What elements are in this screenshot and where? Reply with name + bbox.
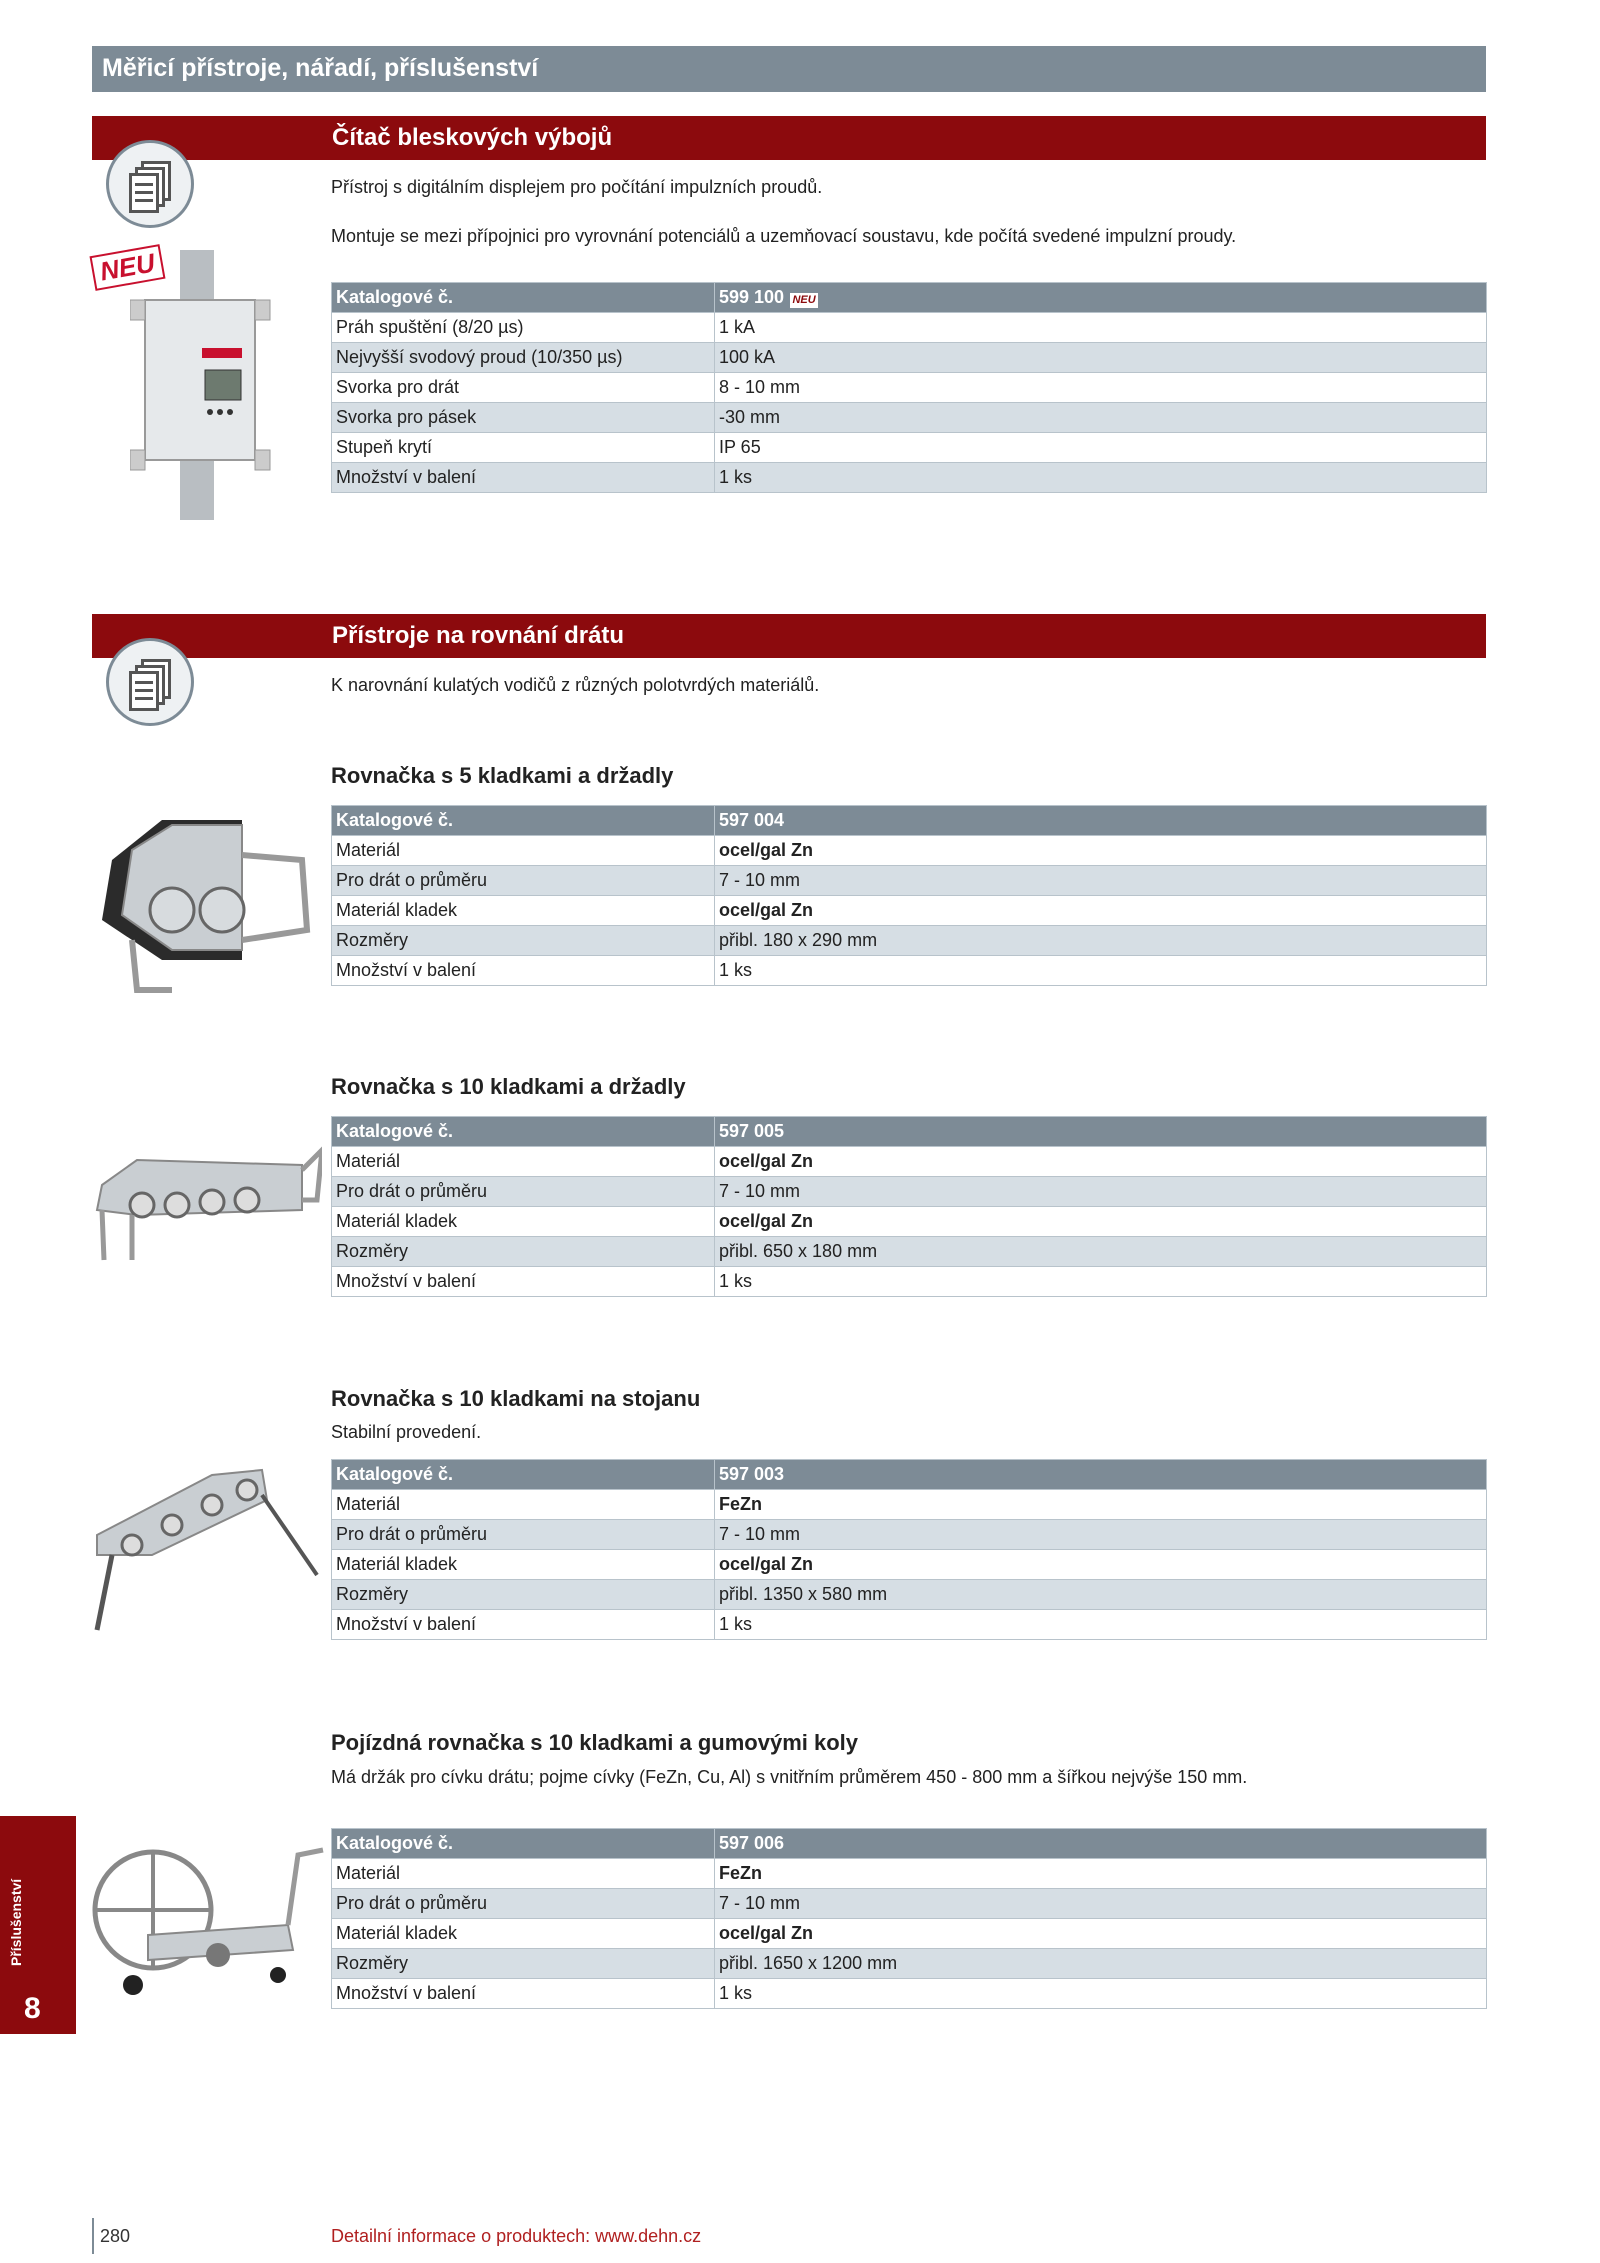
counter-section-bar [92,116,1486,160]
table-cell: ocel/gal Zn [715,836,1487,866]
table-cell: Materiál kladek [332,1919,715,1949]
chapter-label: Příslušenství [8,1878,24,1966]
footer-link[interactable]: Detailní informace o produktech: www.dehn.cz [331,2226,702,2246]
table-cell: Katalogové č. [332,1460,715,1490]
table-cell: Katalogové č. [332,806,715,836]
table-cell: Množství v balení [332,1979,715,2009]
table-cell: přibl. 650 x 180 mm [715,1237,1487,1267]
table-row [332,926,1487,956]
p2-spec-table [331,1116,1487,1297]
straighteners-title: Přístroje na rovnání drátu [332,622,625,649]
table-cell: Pro drát o průměru [332,1889,715,1919]
table-row [332,1460,1487,1490]
product-desc: Má držák pro cívku drátu; pojme cívky (FeZn, Cu, Al) s vnitřním průměrem 450 - 800 mm a šířkou nejvýše 150 mm. [331,1767,1248,1787]
p1-spec-table [331,805,1487,986]
table-cell: ocel/gal Zn [715,1919,1487,1949]
table-cell: Materiál [332,1147,715,1177]
table-cell: 1 kA [715,313,1487,343]
table-row [332,1237,1487,1267]
table-cell: 597 003 [715,1460,1487,1490]
table-cell: Rozměry [332,1949,715,1979]
straightener-10-rollers-image [92,1140,322,1270]
table-row [332,1889,1487,1919]
table-row [332,896,1487,926]
table-cell: Pro drát o průměru [332,1177,715,1207]
table-cell: -30 mm [715,403,1487,433]
table-cell: 7 - 10 mm [715,1177,1487,1207]
table-row [332,283,1487,313]
counter-spec-table [331,282,1487,493]
table-cell: Množství v balení [332,463,715,493]
section-header-bar [92,46,1486,92]
straightener-stand-image [92,1455,332,1635]
table-cell: Materiál [332,836,715,866]
table-cell: Množství v balení [332,1610,715,1640]
table-cell: Svorka pro drát [332,373,715,403]
table-cell: ocel/gal Zn [715,896,1487,926]
table-cell: Rozměry [332,1580,715,1610]
table-cell: 597 005 [715,1117,1487,1147]
table-row [332,1610,1487,1640]
table-row [332,343,1487,373]
table-row [332,1117,1487,1147]
page-number: 280 [100,2226,131,2246]
product-desc: Stabilní provedení. [331,1422,482,1442]
table-cell: Množství v balení [332,956,715,986]
straighteners-desc: K narovnání kulatých vodičů z různých polotvrdých materiálů. [331,675,820,695]
section-title: Měřicí přístroje, nářadí, příslušenství [102,54,539,82]
straightener-5-rollers-image [92,800,322,1000]
table-cell: FeZn [715,1859,1487,1889]
counter-desc-2: Montuje se mezi přípojnici pro vyrovnání potenciálů a uzemňovací soustavu, kde počítá svedené impulzní proudy. [331,226,1237,246]
table-cell: přibl. 180 x 290 mm [715,926,1487,956]
table-cell: 1 ks [715,1610,1487,1640]
neu-badge: NEU [89,244,165,291]
table-cell: 100 kA [715,343,1487,373]
table-cell: 597 004 [715,806,1487,836]
table-row [332,1267,1487,1297]
counter-desc-1: Přístroj s digitálním displejem pro počítání impulzních proudů. [331,177,823,197]
document-icon[interactable] [106,140,194,228]
table-row [332,806,1487,836]
table-cell: 8 - 10 mm [715,373,1487,403]
table-cell: Materiál kladek [332,896,715,926]
table-cell: Pro drát o průměru [332,866,715,896]
table-row [332,433,1487,463]
table-cell: 1 ks [715,463,1487,493]
table-row [332,403,1487,433]
table-cell: Materiál kladek [332,1207,715,1237]
table-cell: Rozměry [332,926,715,956]
table-cell: 1 ks [715,1267,1487,1297]
table-row [332,1490,1487,1520]
table-cell: 597 006 [715,1829,1487,1859]
table-row [332,463,1487,493]
order-number: 599 100 [719,287,785,307]
table-cell: Katalogové č. [332,283,715,313]
table-row [332,1919,1487,1949]
table-cell: 1 ks [715,956,1487,986]
table-row [332,1207,1487,1237]
table-cell: Rozměry [332,1237,715,1267]
table-cell: Katalogové č. [332,1117,715,1147]
table-row [332,373,1487,403]
table-cell [715,283,1487,313]
table-cell: Nejvyšší svodový proud (10/350 µs) [332,343,715,373]
table-cell: Materiál [332,1859,715,1889]
table-cell: přibl. 1350 x 580 mm [715,1580,1487,1610]
table-cell: Pro drát o průměru [332,1520,715,1550]
p3-spec-table [331,1459,1487,1640]
product-title: Rovnačka s 10 kladkami a držadly [331,1074,686,1099]
table-cell: 7 - 10 mm [715,1889,1487,1919]
table-cell: Práh spuštění (8/20 µs) [332,313,715,343]
table-row [332,1147,1487,1177]
document-icon[interactable] [106,638,194,726]
neu-small-icon: NEU [790,293,818,308]
counter-device-image [130,250,280,520]
table-cell: přibl. 1650 x 1200 mm [715,1949,1487,1979]
table-row [332,1520,1487,1550]
table-cell: ocel/gal Zn [715,1207,1487,1237]
table-cell: 7 - 10 mm [715,1520,1487,1550]
counter-title: Čítač bleskových výbojů [332,124,613,151]
table-cell: Materiál kladek [332,1550,715,1580]
table-cell: ocel/gal Zn [715,1550,1487,1580]
product-title: Pojízdná rovnačka s 10 kladkami a gumovými koly [331,1730,859,1755]
table-cell: Katalogové č. [332,1829,715,1859]
table-cell: FeZn [715,1490,1487,1520]
table-cell: Materiál [332,1490,715,1520]
chapter-side-tab[interactable] [0,1816,76,2034]
table-row [332,1550,1487,1580]
chapter-number: 8 [24,1992,41,2025]
table-row [332,1979,1487,2009]
product-title: Rovnačka s 10 kladkami na stojanu [331,1386,701,1411]
table-cell: 1 ks [715,1979,1487,2009]
table-row [332,313,1487,343]
table-cell: IP 65 [715,433,1487,463]
table-row [332,836,1487,866]
table-row [332,956,1487,986]
table-cell: 7 - 10 mm [715,866,1487,896]
p4-spec-table [331,1828,1487,2009]
table-row [332,1580,1487,1610]
table-cell: Stupeň krytí [332,433,715,463]
mobile-straightener-image [88,1835,328,2005]
product-title: Rovnačka s 5 kladkami a držadly [331,763,674,788]
table-row [332,866,1487,896]
table-row [332,1177,1487,1207]
table-cell: ocel/gal Zn [715,1147,1487,1177]
table-cell: Množství v balení [332,1267,715,1297]
footer-divider [92,2218,94,2254]
table-cell: Svorka pro pásek [332,403,715,433]
table-row [332,1859,1487,1889]
straighteners-section-bar [92,614,1486,658]
table-row [332,1829,1487,1859]
table-row [332,1949,1487,1979]
